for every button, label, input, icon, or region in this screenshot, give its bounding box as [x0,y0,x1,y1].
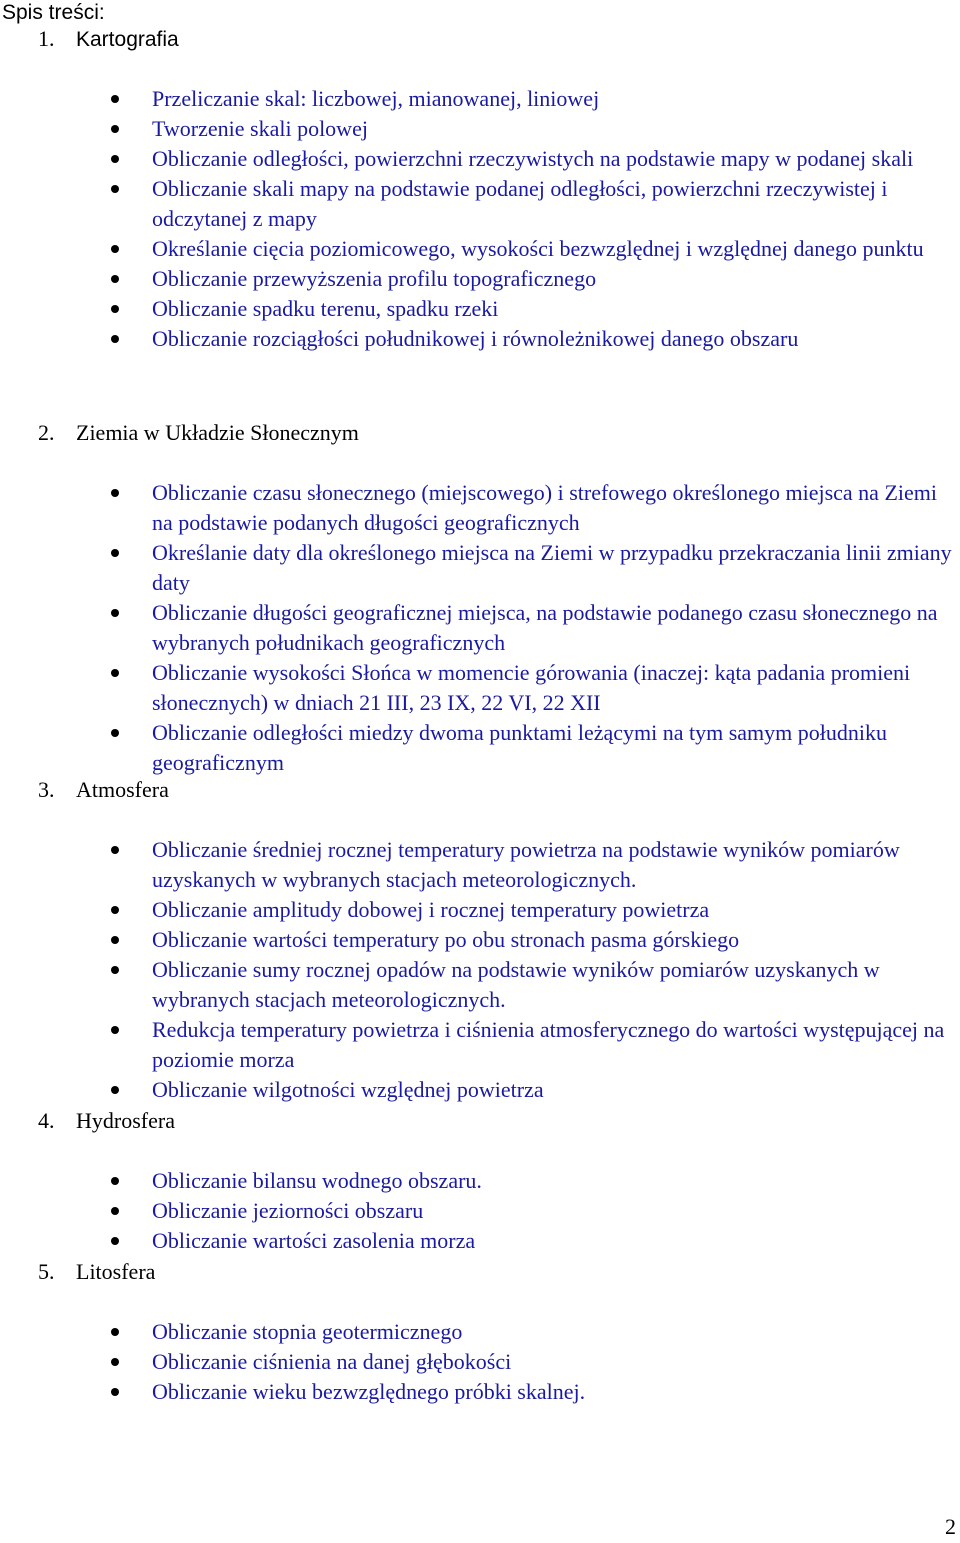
section-number: 1. [38,26,55,51]
section-number: 2. [38,420,55,445]
list-item: Obliczanie rozciągłości południkowej i równoleżnikowej danego obszaru [0,324,960,354]
list-item: Obliczanie stopnia geotermicznego [0,1317,960,1347]
list-item: Obliczanie przewyższenia profilu topograficznego [0,264,960,294]
section-items-ziemia [0,478,960,778]
list-item: Obliczanie wilgotności względnej powietrza [0,1075,960,1105]
list-item: Obliczanie odległości, powierzchni rzeczywistych na podstawie mapy w podanej skali [0,144,960,174]
list-item: Redukcja temperatury powietrza i ciśnienia atmosferycznego do wartości występującej na poziomie morza [0,1015,960,1075]
list-item: Obliczanie jeziorności obszaru [0,1196,960,1226]
list-item: Tworzenie skali polowej [0,114,960,144]
list-item: Określanie cięcia poziomicowego, wysokości bezwzględnej i względnej danego punktu [0,234,960,264]
section-items-atmosfera [0,835,960,1105]
section-title: Atmosfera [76,777,169,802]
section-items-kartografia [0,84,960,354]
section-title: Hydrosfera [76,1108,175,1133]
list-item: Obliczanie długości geograficznej miejsca, na podstawie podanego czasu słonecznego na wybranych południkach geograficznych [0,598,960,658]
section-heading-kartografia [38,24,179,55]
section-heading-atmosfera [38,775,169,805]
section-heading-litosfera [38,1257,155,1287]
list-item: Obliczanie wysokości Słońca w momencie górowania (inaczej: kąta padania promieni słonecznych) w dniach 21 III, 23 IX, 22 VI, 22 XII [0,658,960,718]
list-item: Obliczanie wartości temperatury po obu stronach pasma górskiego [0,925,960,955]
list-item: Obliczanie wieku bezwzględnego próbki skalnej. [0,1377,960,1407]
list-item: Obliczanie skali mapy na podstawie podanej odległości, powierzchni rzeczywistej i odczytanej z mapy [0,174,960,234]
list-item: Obliczanie średniej rocznej temperatury powietrza na podstawie wyników pomiarów uzyskanych w wybranych stacjach meteorologicznych. [0,835,960,895]
section-number: 4. [38,1108,55,1133]
section-title: Kartografia [76,28,179,51]
list-item: Określanie daty dla określonego miejsca na Ziemi w przypadku przekraczania linii zmiany daty [0,538,960,598]
section-title: Litosfera [76,1259,156,1284]
list-item: Obliczanie wartości zasolenia morza [0,1226,960,1256]
list-item: Przeliczanie skal: liczbowej, mianowanej, liniowej [0,84,960,114]
list-item: Obliczanie sumy rocznej opadów na podstawie wyników pomiarów uzyskanych w wybranych stacjach meteorologicznych. [0,955,960,1015]
section-heading-ziemia [38,418,359,448]
list-item: Obliczanie amplitudy dobowej i rocznej temperatury powietrza [0,895,960,925]
section-heading-hydrosfera [38,1106,175,1136]
list-item: Obliczanie czasu słonecznego (miejscowego) i strefowego określonego miejsca na Ziemi na podstawie podanych długości geograficznych [0,478,960,538]
section-title: Ziemia w Układzie Słonecznym [76,420,359,445]
section-number: 3. [38,777,55,802]
list-item: Obliczanie bilansu wodnego obszaru. [0,1166,960,1196]
section-items-litosfera [0,1317,960,1407]
list-item: Obliczanie ciśnienia na danej głębokości [0,1347,960,1377]
list-item: Obliczanie spadku terenu, spadku rzeki [0,294,960,324]
list-item: Obliczanie odległości miedzy dwoma punktami leżącymi na tym samym południku geograficznym [0,718,960,778]
section-items-hydrosfera [0,1166,960,1256]
toc-title: Spis treści: [2,1,105,24]
page-number: 2 [945,1514,956,1539]
section-number: 5. [38,1259,55,1284]
